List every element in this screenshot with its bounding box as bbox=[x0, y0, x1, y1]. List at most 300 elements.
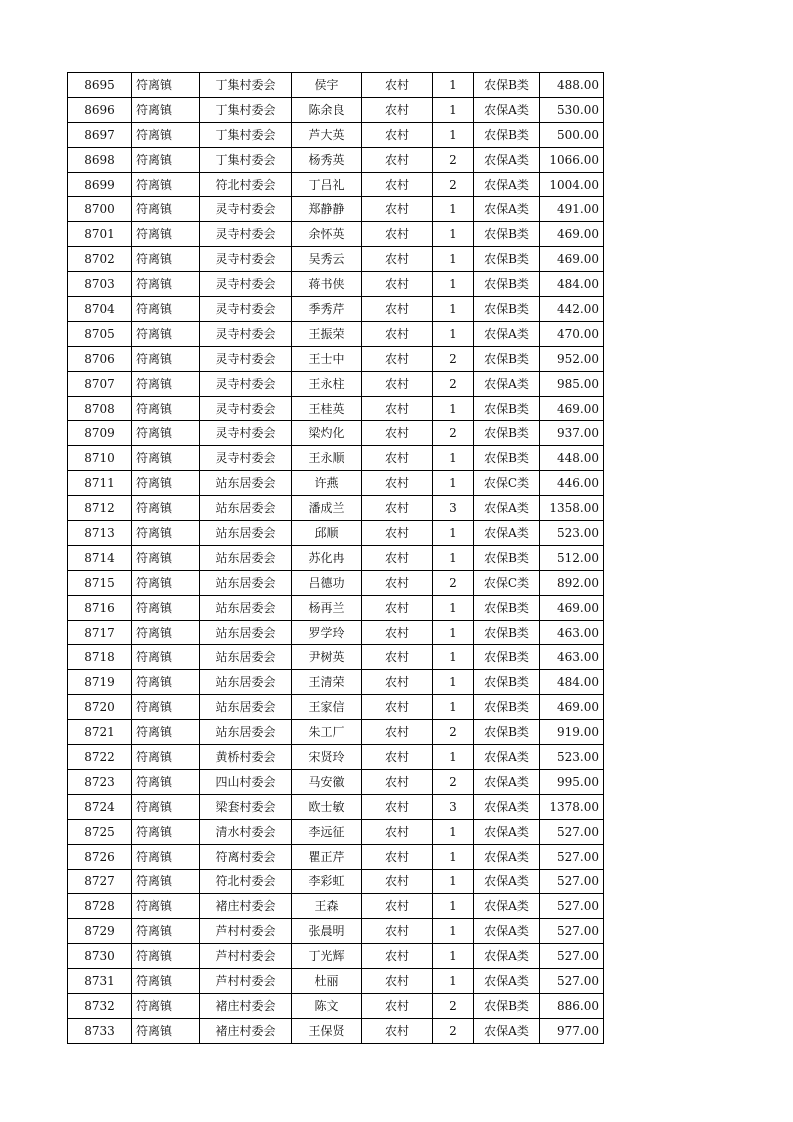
row-id-cell: 8698 bbox=[68, 147, 132, 172]
area-cell: 农村 bbox=[362, 371, 433, 396]
category-cell: 农保A类 bbox=[474, 1018, 540, 1043]
town-cell: 符离镇 bbox=[132, 844, 200, 869]
category-cell: 农保B类 bbox=[474, 595, 540, 620]
amount-cell: 523.00 bbox=[540, 745, 604, 770]
table-row bbox=[68, 720, 604, 745]
area-cell: 农村 bbox=[362, 844, 433, 869]
village-cell: 站东居委会 bbox=[200, 496, 292, 521]
count-cell: 1 bbox=[433, 894, 474, 919]
town-cell: 符离镇 bbox=[132, 969, 200, 994]
area-cell: 农村 bbox=[362, 969, 433, 994]
row-id-cell: 8732 bbox=[68, 993, 132, 1018]
town-cell: 符离镇 bbox=[132, 471, 200, 496]
village-cell: 梁套村委会 bbox=[200, 794, 292, 819]
name-cell: 杨秀英 bbox=[292, 147, 362, 172]
category-cell: 农保B类 bbox=[474, 695, 540, 720]
amount-cell: 919.00 bbox=[540, 720, 604, 745]
count-cell: 1 bbox=[433, 446, 474, 471]
town-cell: 符离镇 bbox=[132, 446, 200, 471]
category-cell: 农保B类 bbox=[474, 545, 540, 570]
area-cell: 农村 bbox=[362, 222, 433, 247]
town-cell: 符离镇 bbox=[132, 570, 200, 595]
row-id-cell: 8716 bbox=[68, 595, 132, 620]
town-cell: 符离镇 bbox=[132, 222, 200, 247]
count-cell: 1 bbox=[433, 545, 474, 570]
name-cell: 梁灼化 bbox=[292, 421, 362, 446]
area-cell: 农村 bbox=[362, 297, 433, 322]
category-cell: 农保B类 bbox=[474, 73, 540, 98]
count-cell: 1 bbox=[433, 396, 474, 421]
town-cell: 符离镇 bbox=[132, 247, 200, 272]
area-cell: 农村 bbox=[362, 272, 433, 297]
table-row bbox=[68, 969, 604, 994]
town-cell: 符离镇 bbox=[132, 346, 200, 371]
amount-cell: 463.00 bbox=[540, 645, 604, 670]
row-id-cell: 8703 bbox=[68, 272, 132, 297]
village-cell: 站东居委会 bbox=[200, 670, 292, 695]
count-cell: 1 bbox=[433, 695, 474, 720]
table-row bbox=[68, 272, 604, 297]
name-cell: 王桂英 bbox=[292, 396, 362, 421]
village-cell: 符离村委会 bbox=[200, 844, 292, 869]
row-id-cell: 8702 bbox=[68, 247, 132, 272]
village-cell: 清水村委会 bbox=[200, 819, 292, 844]
area-cell: 农村 bbox=[362, 496, 433, 521]
name-cell: 季秀芹 bbox=[292, 297, 362, 322]
name-cell: 郑静静 bbox=[292, 197, 362, 222]
village-cell: 灵寺村委会 bbox=[200, 272, 292, 297]
row-id-cell: 8730 bbox=[68, 944, 132, 969]
area-cell: 农村 bbox=[362, 570, 433, 595]
row-id-cell: 8723 bbox=[68, 769, 132, 794]
area-cell: 农村 bbox=[362, 720, 433, 745]
amount-cell: 523.00 bbox=[540, 521, 604, 546]
count-cell: 1 bbox=[433, 620, 474, 645]
town-cell: 符离镇 bbox=[132, 545, 200, 570]
table-row bbox=[68, 73, 604, 98]
name-cell: 王森 bbox=[292, 894, 362, 919]
amount-cell: 470.00 bbox=[540, 321, 604, 346]
name-cell: 王家信 bbox=[292, 695, 362, 720]
count-cell: 1 bbox=[433, 819, 474, 844]
area-cell: 农村 bbox=[362, 869, 433, 894]
row-id-cell: 8711 bbox=[68, 471, 132, 496]
count-cell: 3 bbox=[433, 496, 474, 521]
village-cell: 芦村村委会 bbox=[200, 919, 292, 944]
count-cell: 2 bbox=[433, 769, 474, 794]
amount-cell: 469.00 bbox=[540, 247, 604, 272]
count-cell: 1 bbox=[433, 97, 474, 122]
count-cell: 2 bbox=[433, 346, 474, 371]
row-id-cell: 8695 bbox=[68, 73, 132, 98]
table-row bbox=[68, 346, 604, 371]
count-cell: 2 bbox=[433, 570, 474, 595]
amount-cell: 985.00 bbox=[540, 371, 604, 396]
name-cell: 杨再兰 bbox=[292, 595, 362, 620]
village-cell: 黄桥村委会 bbox=[200, 745, 292, 770]
area-cell: 农村 bbox=[362, 695, 433, 720]
town-cell: 符离镇 bbox=[132, 670, 200, 695]
village-cell: 符北村委会 bbox=[200, 869, 292, 894]
village-cell: 站东居委会 bbox=[200, 471, 292, 496]
category-cell: 农保B类 bbox=[474, 272, 540, 297]
village-cell: 灵寺村委会 bbox=[200, 346, 292, 371]
category-cell: 农保A类 bbox=[474, 894, 540, 919]
village-cell: 四山村委会 bbox=[200, 769, 292, 794]
count-cell: 1 bbox=[433, 197, 474, 222]
town-cell: 符离镇 bbox=[132, 645, 200, 670]
town-cell: 符离镇 bbox=[132, 720, 200, 745]
area-cell: 农村 bbox=[362, 122, 433, 147]
town-cell: 符离镇 bbox=[132, 396, 200, 421]
area-cell: 农村 bbox=[362, 894, 433, 919]
name-cell: 王永柱 bbox=[292, 371, 362, 396]
village-cell: 灵寺村委会 bbox=[200, 396, 292, 421]
area-cell: 农村 bbox=[362, 471, 433, 496]
table-row bbox=[68, 844, 604, 869]
table-row bbox=[68, 496, 604, 521]
town-cell: 符离镇 bbox=[132, 794, 200, 819]
amount-cell: 527.00 bbox=[540, 869, 604, 894]
town-cell: 符离镇 bbox=[132, 919, 200, 944]
town-cell: 符离镇 bbox=[132, 869, 200, 894]
amount-cell: 484.00 bbox=[540, 272, 604, 297]
row-id-cell: 8727 bbox=[68, 869, 132, 894]
category-cell: 农保B类 bbox=[474, 222, 540, 247]
village-cell: 褚庄村委会 bbox=[200, 993, 292, 1018]
name-cell: 吴秀云 bbox=[292, 247, 362, 272]
category-cell: 农保A类 bbox=[474, 521, 540, 546]
row-id-cell: 8728 bbox=[68, 894, 132, 919]
table-row bbox=[68, 595, 604, 620]
row-id-cell: 8729 bbox=[68, 919, 132, 944]
name-cell: 陈文 bbox=[292, 993, 362, 1018]
amount-cell: 446.00 bbox=[540, 471, 604, 496]
table-row bbox=[68, 745, 604, 770]
row-id-cell: 8722 bbox=[68, 745, 132, 770]
row-id-cell: 8724 bbox=[68, 794, 132, 819]
amount-cell: 491.00 bbox=[540, 197, 604, 222]
area-cell: 农村 bbox=[362, 545, 433, 570]
name-cell: 王士中 bbox=[292, 346, 362, 371]
name-cell: 罗学玲 bbox=[292, 620, 362, 645]
category-cell: 农保A类 bbox=[474, 869, 540, 894]
town-cell: 符离镇 bbox=[132, 620, 200, 645]
name-cell: 邱顺 bbox=[292, 521, 362, 546]
area-cell: 农村 bbox=[362, 944, 433, 969]
village-cell: 灵寺村委会 bbox=[200, 446, 292, 471]
amount-cell: 1378.00 bbox=[540, 794, 604, 819]
amount-cell: 469.00 bbox=[540, 396, 604, 421]
table-body bbox=[68, 73, 604, 1044]
name-cell: 丁光辉 bbox=[292, 944, 362, 969]
name-cell: 张晨明 bbox=[292, 919, 362, 944]
village-cell: 站东居委会 bbox=[200, 521, 292, 546]
category-cell: 农保A类 bbox=[474, 172, 540, 197]
category-cell: 农保C类 bbox=[474, 570, 540, 595]
amount-cell: 527.00 bbox=[540, 969, 604, 994]
amount-cell: 463.00 bbox=[540, 620, 604, 645]
area-cell: 农村 bbox=[362, 421, 433, 446]
amount-cell: 952.00 bbox=[540, 346, 604, 371]
count-cell: 1 bbox=[433, 272, 474, 297]
category-cell: 农保B类 bbox=[474, 122, 540, 147]
town-cell: 符离镇 bbox=[132, 894, 200, 919]
count-cell: 1 bbox=[433, 471, 474, 496]
town-cell: 符离镇 bbox=[132, 172, 200, 197]
table-row bbox=[68, 869, 604, 894]
count-cell: 1 bbox=[433, 122, 474, 147]
amount-cell: 1358.00 bbox=[540, 496, 604, 521]
town-cell: 符离镇 bbox=[132, 321, 200, 346]
table-row bbox=[68, 421, 604, 446]
area-cell: 农村 bbox=[362, 595, 433, 620]
count-cell: 2 bbox=[433, 993, 474, 1018]
village-cell: 褚庄村委会 bbox=[200, 1018, 292, 1043]
area-cell: 农村 bbox=[362, 346, 433, 371]
table-row bbox=[68, 297, 604, 322]
row-id-cell: 8714 bbox=[68, 545, 132, 570]
table-row bbox=[68, 993, 604, 1018]
amount-cell: 527.00 bbox=[540, 894, 604, 919]
village-cell: 灵寺村委会 bbox=[200, 371, 292, 396]
area-cell: 农村 bbox=[362, 446, 433, 471]
name-cell: 许燕 bbox=[292, 471, 362, 496]
category-cell: 农保A类 bbox=[474, 745, 540, 770]
row-id-cell: 8717 bbox=[68, 620, 132, 645]
village-cell: 丁集村委会 bbox=[200, 147, 292, 172]
table-row bbox=[68, 247, 604, 272]
category-cell: 农保B类 bbox=[474, 670, 540, 695]
row-id-cell: 8712 bbox=[68, 496, 132, 521]
table-row bbox=[68, 769, 604, 794]
table-row bbox=[68, 645, 604, 670]
row-id-cell: 8705 bbox=[68, 321, 132, 346]
amount-cell: 527.00 bbox=[540, 819, 604, 844]
town-cell: 符离镇 bbox=[132, 745, 200, 770]
count-cell: 1 bbox=[433, 321, 474, 346]
town-cell: 符离镇 bbox=[132, 595, 200, 620]
category-cell: 农保A类 bbox=[474, 371, 540, 396]
name-cell: 侯宇 bbox=[292, 73, 362, 98]
row-id-cell: 8721 bbox=[68, 720, 132, 745]
category-cell: 农保A类 bbox=[474, 944, 540, 969]
amount-cell: 512.00 bbox=[540, 545, 604, 570]
table-row bbox=[68, 620, 604, 645]
category-cell: 农保B类 bbox=[474, 446, 540, 471]
count-cell: 2 bbox=[433, 421, 474, 446]
village-cell: 站东居委会 bbox=[200, 645, 292, 670]
row-id-cell: 8697 bbox=[68, 122, 132, 147]
count-cell: 2 bbox=[433, 172, 474, 197]
category-cell: 农保A类 bbox=[474, 496, 540, 521]
count-cell: 2 bbox=[433, 720, 474, 745]
count-cell: 1 bbox=[433, 595, 474, 620]
row-id-cell: 8704 bbox=[68, 297, 132, 322]
category-cell: 农保A类 bbox=[474, 147, 540, 172]
category-cell: 农保A类 bbox=[474, 919, 540, 944]
area-cell: 农村 bbox=[362, 670, 433, 695]
table-row bbox=[68, 570, 604, 595]
village-cell: 灵寺村委会 bbox=[200, 197, 292, 222]
row-id-cell: 8733 bbox=[68, 1018, 132, 1043]
count-cell: 1 bbox=[433, 645, 474, 670]
amount-cell: 488.00 bbox=[540, 73, 604, 98]
town-cell: 符离镇 bbox=[132, 421, 200, 446]
amount-cell: 892.00 bbox=[540, 570, 604, 595]
table-row bbox=[68, 321, 604, 346]
count-cell: 1 bbox=[433, 844, 474, 869]
village-cell: 站东居委会 bbox=[200, 620, 292, 645]
row-id-cell: 8707 bbox=[68, 371, 132, 396]
area-cell: 农村 bbox=[362, 745, 433, 770]
count-cell: 1 bbox=[433, 247, 474, 272]
amount-cell: 977.00 bbox=[540, 1018, 604, 1043]
row-id-cell: 8701 bbox=[68, 222, 132, 247]
category-cell: 农保B类 bbox=[474, 346, 540, 371]
row-id-cell: 8700 bbox=[68, 197, 132, 222]
amount-cell: 442.00 bbox=[540, 297, 604, 322]
name-cell: 芦大英 bbox=[292, 122, 362, 147]
name-cell: 余怀英 bbox=[292, 222, 362, 247]
amount-cell: 448.00 bbox=[540, 446, 604, 471]
category-cell: 农保A类 bbox=[474, 969, 540, 994]
area-cell: 农村 bbox=[362, 769, 433, 794]
area-cell: 农村 bbox=[362, 993, 433, 1018]
row-id-cell: 8720 bbox=[68, 695, 132, 720]
town-cell: 符离镇 bbox=[132, 122, 200, 147]
area-cell: 农村 bbox=[362, 147, 433, 172]
category-cell: 农保C类 bbox=[474, 471, 540, 496]
village-cell: 芦村村委会 bbox=[200, 944, 292, 969]
village-cell: 站东居委会 bbox=[200, 570, 292, 595]
area-cell: 农村 bbox=[362, 620, 433, 645]
area-cell: 农村 bbox=[362, 73, 433, 98]
village-cell: 褚庄村委会 bbox=[200, 894, 292, 919]
table-row bbox=[68, 1018, 604, 1043]
category-cell: 农保A类 bbox=[474, 769, 540, 794]
count-cell: 1 bbox=[433, 297, 474, 322]
table-row bbox=[68, 919, 604, 944]
village-cell: 芦村村委会 bbox=[200, 969, 292, 994]
count-cell: 1 bbox=[433, 919, 474, 944]
row-id-cell: 8709 bbox=[68, 421, 132, 446]
amount-cell: 500.00 bbox=[540, 122, 604, 147]
table-row bbox=[68, 396, 604, 421]
area-cell: 农村 bbox=[362, 819, 433, 844]
count-cell: 3 bbox=[433, 794, 474, 819]
town-cell: 符离镇 bbox=[132, 297, 200, 322]
table-row bbox=[68, 222, 604, 247]
table-row bbox=[68, 471, 604, 496]
count-cell: 1 bbox=[433, 944, 474, 969]
category-cell: 农保A类 bbox=[474, 844, 540, 869]
area-cell: 农村 bbox=[362, 794, 433, 819]
town-cell: 符离镇 bbox=[132, 272, 200, 297]
category-cell: 农保A类 bbox=[474, 97, 540, 122]
name-cell: 蒋书侠 bbox=[292, 272, 362, 297]
table-row bbox=[68, 97, 604, 122]
village-cell: 站东居委会 bbox=[200, 595, 292, 620]
amount-cell: 886.00 bbox=[540, 993, 604, 1018]
table-row bbox=[68, 944, 604, 969]
category-cell: 农保A类 bbox=[474, 197, 540, 222]
name-cell: 潘成兰 bbox=[292, 496, 362, 521]
row-id-cell: 8699 bbox=[68, 172, 132, 197]
village-cell: 灵寺村委会 bbox=[200, 247, 292, 272]
table-row bbox=[68, 197, 604, 222]
category-cell: 农保B类 bbox=[474, 421, 540, 446]
row-id-cell: 8713 bbox=[68, 521, 132, 546]
name-cell: 王保贤 bbox=[292, 1018, 362, 1043]
amount-cell: 995.00 bbox=[540, 769, 604, 794]
area-cell: 农村 bbox=[362, 97, 433, 122]
village-cell: 灵寺村委会 bbox=[200, 297, 292, 322]
table-row bbox=[68, 545, 604, 570]
amount-cell: 527.00 bbox=[540, 919, 604, 944]
name-cell: 杜丽 bbox=[292, 969, 362, 994]
area-cell: 农村 bbox=[362, 1018, 433, 1043]
category-cell: 农保B类 bbox=[474, 645, 540, 670]
area-cell: 农村 bbox=[362, 645, 433, 670]
count-cell: 1 bbox=[433, 745, 474, 770]
name-cell: 王永顺 bbox=[292, 446, 362, 471]
name-cell: 尹树英 bbox=[292, 645, 362, 670]
name-cell: 王振荣 bbox=[292, 321, 362, 346]
table-row bbox=[68, 819, 604, 844]
category-cell: 农保B类 bbox=[474, 247, 540, 272]
amount-cell: 937.00 bbox=[540, 421, 604, 446]
name-cell: 丁吕礼 bbox=[292, 172, 362, 197]
area-cell: 农村 bbox=[362, 521, 433, 546]
name-cell: 李彩虹 bbox=[292, 869, 362, 894]
town-cell: 符离镇 bbox=[132, 819, 200, 844]
amount-cell: 530.00 bbox=[540, 97, 604, 122]
row-id-cell: 8731 bbox=[68, 969, 132, 994]
data-table bbox=[67, 72, 604, 1044]
name-cell: 瞿正芹 bbox=[292, 844, 362, 869]
count-cell: 1 bbox=[433, 222, 474, 247]
name-cell: 朱工厂 bbox=[292, 720, 362, 745]
name-cell: 吕德功 bbox=[292, 570, 362, 595]
row-id-cell: 8710 bbox=[68, 446, 132, 471]
amount-cell: 527.00 bbox=[540, 944, 604, 969]
town-cell: 符离镇 bbox=[132, 993, 200, 1018]
count-cell: 1 bbox=[433, 969, 474, 994]
row-id-cell: 8726 bbox=[68, 844, 132, 869]
category-cell: 农保A类 bbox=[474, 794, 540, 819]
village-cell: 站东居委会 bbox=[200, 720, 292, 745]
village-cell: 灵寺村委会 bbox=[200, 222, 292, 247]
town-cell: 符离镇 bbox=[132, 944, 200, 969]
row-id-cell: 8718 bbox=[68, 645, 132, 670]
category-cell: 农保B类 bbox=[474, 620, 540, 645]
row-id-cell: 8696 bbox=[68, 97, 132, 122]
amount-cell: 469.00 bbox=[540, 595, 604, 620]
row-id-cell: 8715 bbox=[68, 570, 132, 595]
amount-cell: 1066.00 bbox=[540, 147, 604, 172]
town-cell: 符离镇 bbox=[132, 97, 200, 122]
village-cell: 灵寺村委会 bbox=[200, 421, 292, 446]
amount-cell: 527.00 bbox=[540, 844, 604, 869]
category-cell: 农保B类 bbox=[474, 993, 540, 1018]
name-cell: 苏化冉 bbox=[292, 545, 362, 570]
name-cell: 马安徽 bbox=[292, 769, 362, 794]
count-cell: 1 bbox=[433, 670, 474, 695]
town-cell: 符离镇 bbox=[132, 521, 200, 546]
table-row bbox=[68, 670, 604, 695]
town-cell: 符离镇 bbox=[132, 496, 200, 521]
